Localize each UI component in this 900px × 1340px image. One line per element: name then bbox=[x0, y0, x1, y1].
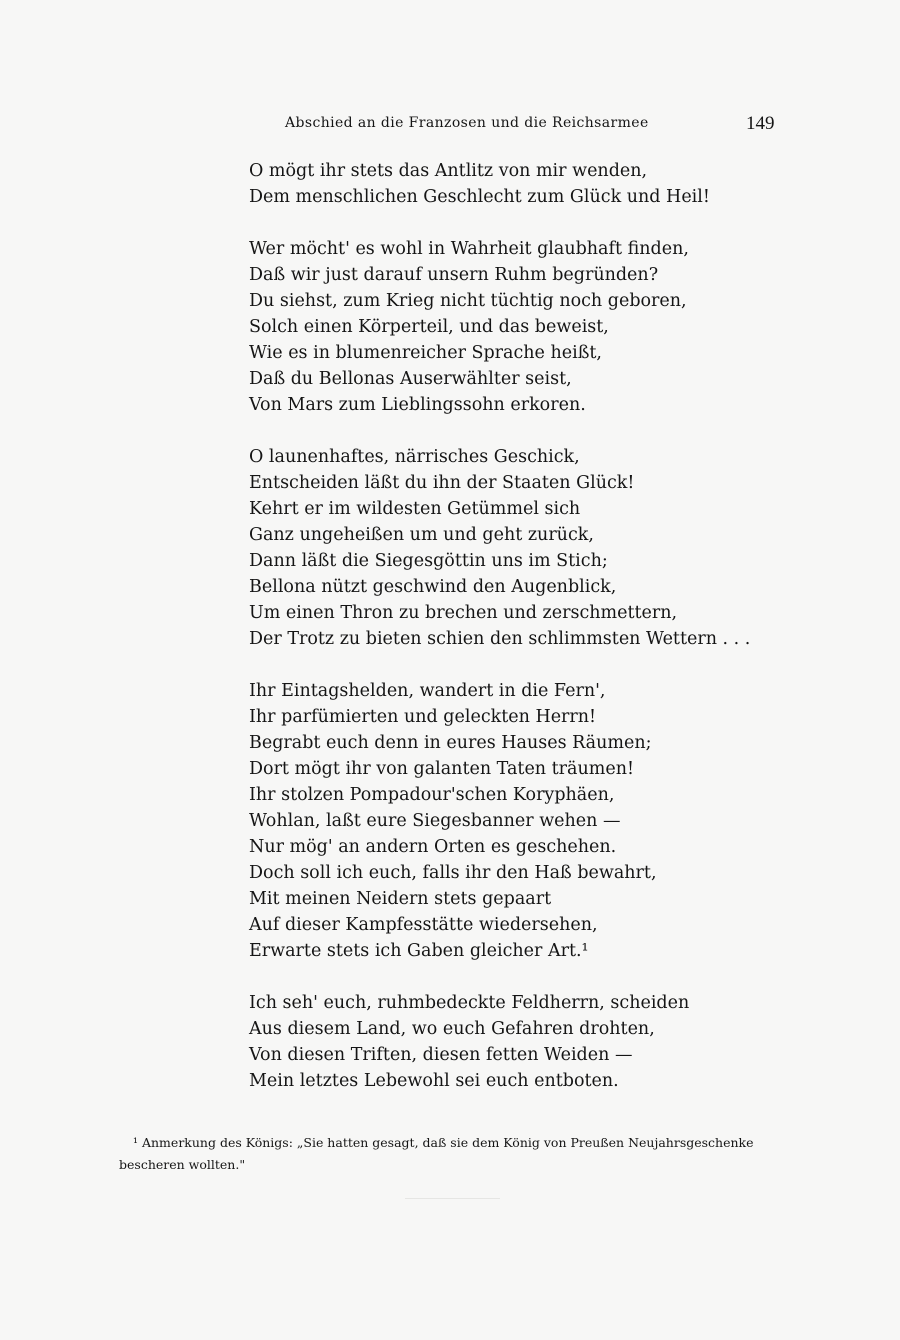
verse-line: Daß wir just darauf unsern Ruhm begründen? bbox=[249, 265, 659, 285]
footnote bbox=[119, 1132, 799, 1176]
verse-line: O launenhaftes, närrisches Geschick, bbox=[249, 447, 580, 467]
verse-line: Mit meinen Neidern stets gepaart bbox=[249, 889, 552, 909]
stanza bbox=[249, 158, 809, 210]
verse-line: Bellona nützt geschwind den Augenblick, bbox=[249, 577, 617, 597]
verse-line: Nur mög' an andern Orten es geschehen. bbox=[249, 837, 617, 857]
poem-body bbox=[249, 158, 809, 1120]
verse-line: Von Mars zum Lieblingssohn erkoren. bbox=[249, 395, 586, 415]
verse-line: O mögt ihr stets das Antlitz von mir wenden, bbox=[249, 161, 648, 181]
verse-line: Von diesen Triften, diesen fetten Weiden — bbox=[249, 1045, 633, 1065]
verse-line: Entscheiden läßt du ihn der Staaten Glück! bbox=[249, 473, 635, 493]
running-header: Abschied an die Franzosen und die Reichsarmee bbox=[285, 115, 649, 131]
verse-line: Dann läßt die Siegesgöttin uns im Stich; bbox=[249, 551, 608, 571]
verse-line: Ganz ungeheißen um und geht zurück, bbox=[249, 525, 594, 545]
verse-line: Doch soll ich euch, falls ihr den Haß bewahrt, bbox=[249, 863, 657, 883]
stanza bbox=[249, 444, 809, 652]
verse-line: Mein letztes Lebewohl sei euch entboten. bbox=[249, 1071, 619, 1091]
verse-line: Erwarte stets ich Gaben gleicher Art.¹ bbox=[249, 941, 589, 961]
faint-divider bbox=[405, 1198, 500, 1199]
verse-line: Wohlan, laßt eure Siegesbanner wehen — bbox=[249, 811, 621, 831]
verse-line: Um einen Thron zu brechen und zerschmettern, bbox=[249, 603, 678, 623]
verse-line: Ihr parfümierten und geleckten Herrn! bbox=[249, 707, 597, 727]
verse-line: Wie es in blumenreicher Sprache heißt, bbox=[249, 343, 602, 363]
verse-line: Dort mögt ihr von galanten Taten träumen! bbox=[249, 759, 634, 779]
verse-line: Dem menschlichen Geschlecht zum Glück und Heil! bbox=[249, 187, 710, 207]
verse-line: Begrabt euch denn in eures Hauses Räumen; bbox=[249, 733, 652, 753]
footnote-line: bescheren wollten." bbox=[119, 1157, 246, 1172]
verse-line: Ihr Eintagshelden, wandert in die Fern', bbox=[249, 681, 606, 701]
verse-line: Auf dieser Kampfesstätte wiedersehen, bbox=[249, 915, 598, 935]
verse-line: Daß du Bellonas Auserwählter seist, bbox=[249, 369, 572, 389]
verse-line: Ihr stolzen Pompadour'schen Koryphäen, bbox=[249, 785, 615, 805]
verse-line: Du siehst, zum Krieg nicht tüchtig noch geboren, bbox=[249, 291, 687, 311]
page-number: 149 bbox=[746, 113, 775, 134]
stanza bbox=[249, 236, 809, 418]
stanza bbox=[249, 990, 809, 1094]
verse-line: Aus diesem Land, wo euch Gefahren drohten, bbox=[249, 1019, 655, 1039]
verse-line: Wer möcht' es wohl in Wahrheit glaubhaft finden, bbox=[249, 239, 689, 259]
stanza bbox=[249, 678, 809, 964]
verse-line: Der Trotz zu bieten schien den schlimmsten Wettern . . . bbox=[249, 629, 751, 649]
footnote-line: ¹ Anmerkung des Königs: „Sie hatten gesagt, daß sie dem König von Preußen Neujahrsgeschenke bbox=[133, 1135, 754, 1150]
verse-line: Solch einen Körperteil, und das beweist, bbox=[249, 317, 609, 337]
verse-line: Kehrt er im wildesten Getümmel sich bbox=[249, 499, 581, 519]
verse-line: Ich seh' euch, ruhmbedeckte Feldherrn, scheiden bbox=[249, 993, 690, 1013]
